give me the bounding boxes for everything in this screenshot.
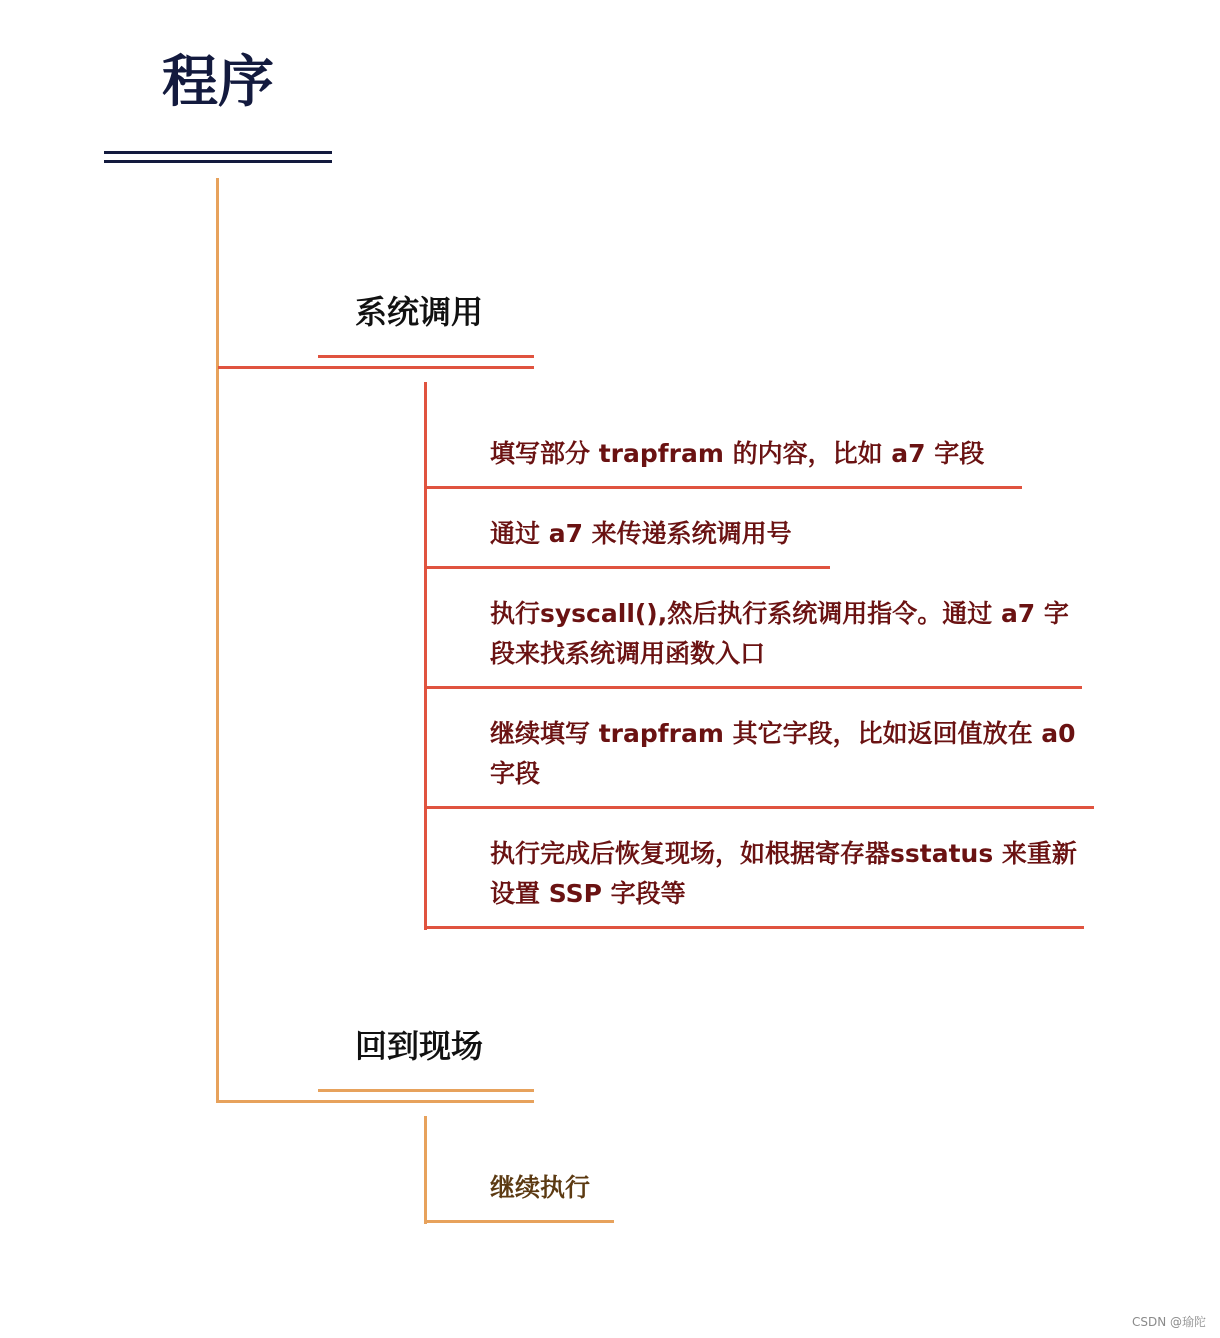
leaf-execute-syscall[interactable]: 执行syscall(),然后执行系统调用指令。通过 a7 字段来找系统调用函数入口 [490,599,1069,668]
root-underline-top [104,151,332,154]
leaf-underline [426,686,1082,689]
leaf-pass-syscall-number[interactable]: 通过 a7 来传递系统调用号 [490,519,792,548]
root-branch-connector [216,178,219,1103]
leaf-underline [424,926,1084,929]
root-title[interactable]: 程序 [162,50,274,115]
branch-return-connector [216,1100,534,1103]
leaf-underline [426,486,1022,489]
watermark: CSDN @瑜陀 [1131,1315,1206,1329]
leaf-continue-execution[interactable]: 继续执行 [490,1173,591,1202]
root-underline-bottom [104,160,332,163]
branch-return-underline [318,1089,534,1092]
branch-return-children-connector [424,1116,427,1224]
leaf-underline [426,806,1094,809]
branch-title-syscall[interactable]: 系统调用 [355,293,484,331]
branch-syscall-underline [318,355,534,358]
leaf-fill-return-value[interactable]: 继续填写 trapfram 其它字段，比如返回值放在 a0 字段 [490,719,1076,788]
leaf-underline [424,1220,614,1223]
leaf-underline [426,566,830,569]
branch-syscall-children-connector [424,382,427,930]
leaf-restore-context[interactable]: 执行完成后恢复现场，如根据寄存器sstatus 来重新设置 SSP 字段等 [490,839,1077,908]
branch-syscall-connector [218,366,534,369]
leaf-fill-trapframe[interactable]: 填写部分 trapfram 的内容，比如 a7 字段 [490,439,985,468]
branch-title-return[interactable]: 回到现场 [355,1027,484,1065]
